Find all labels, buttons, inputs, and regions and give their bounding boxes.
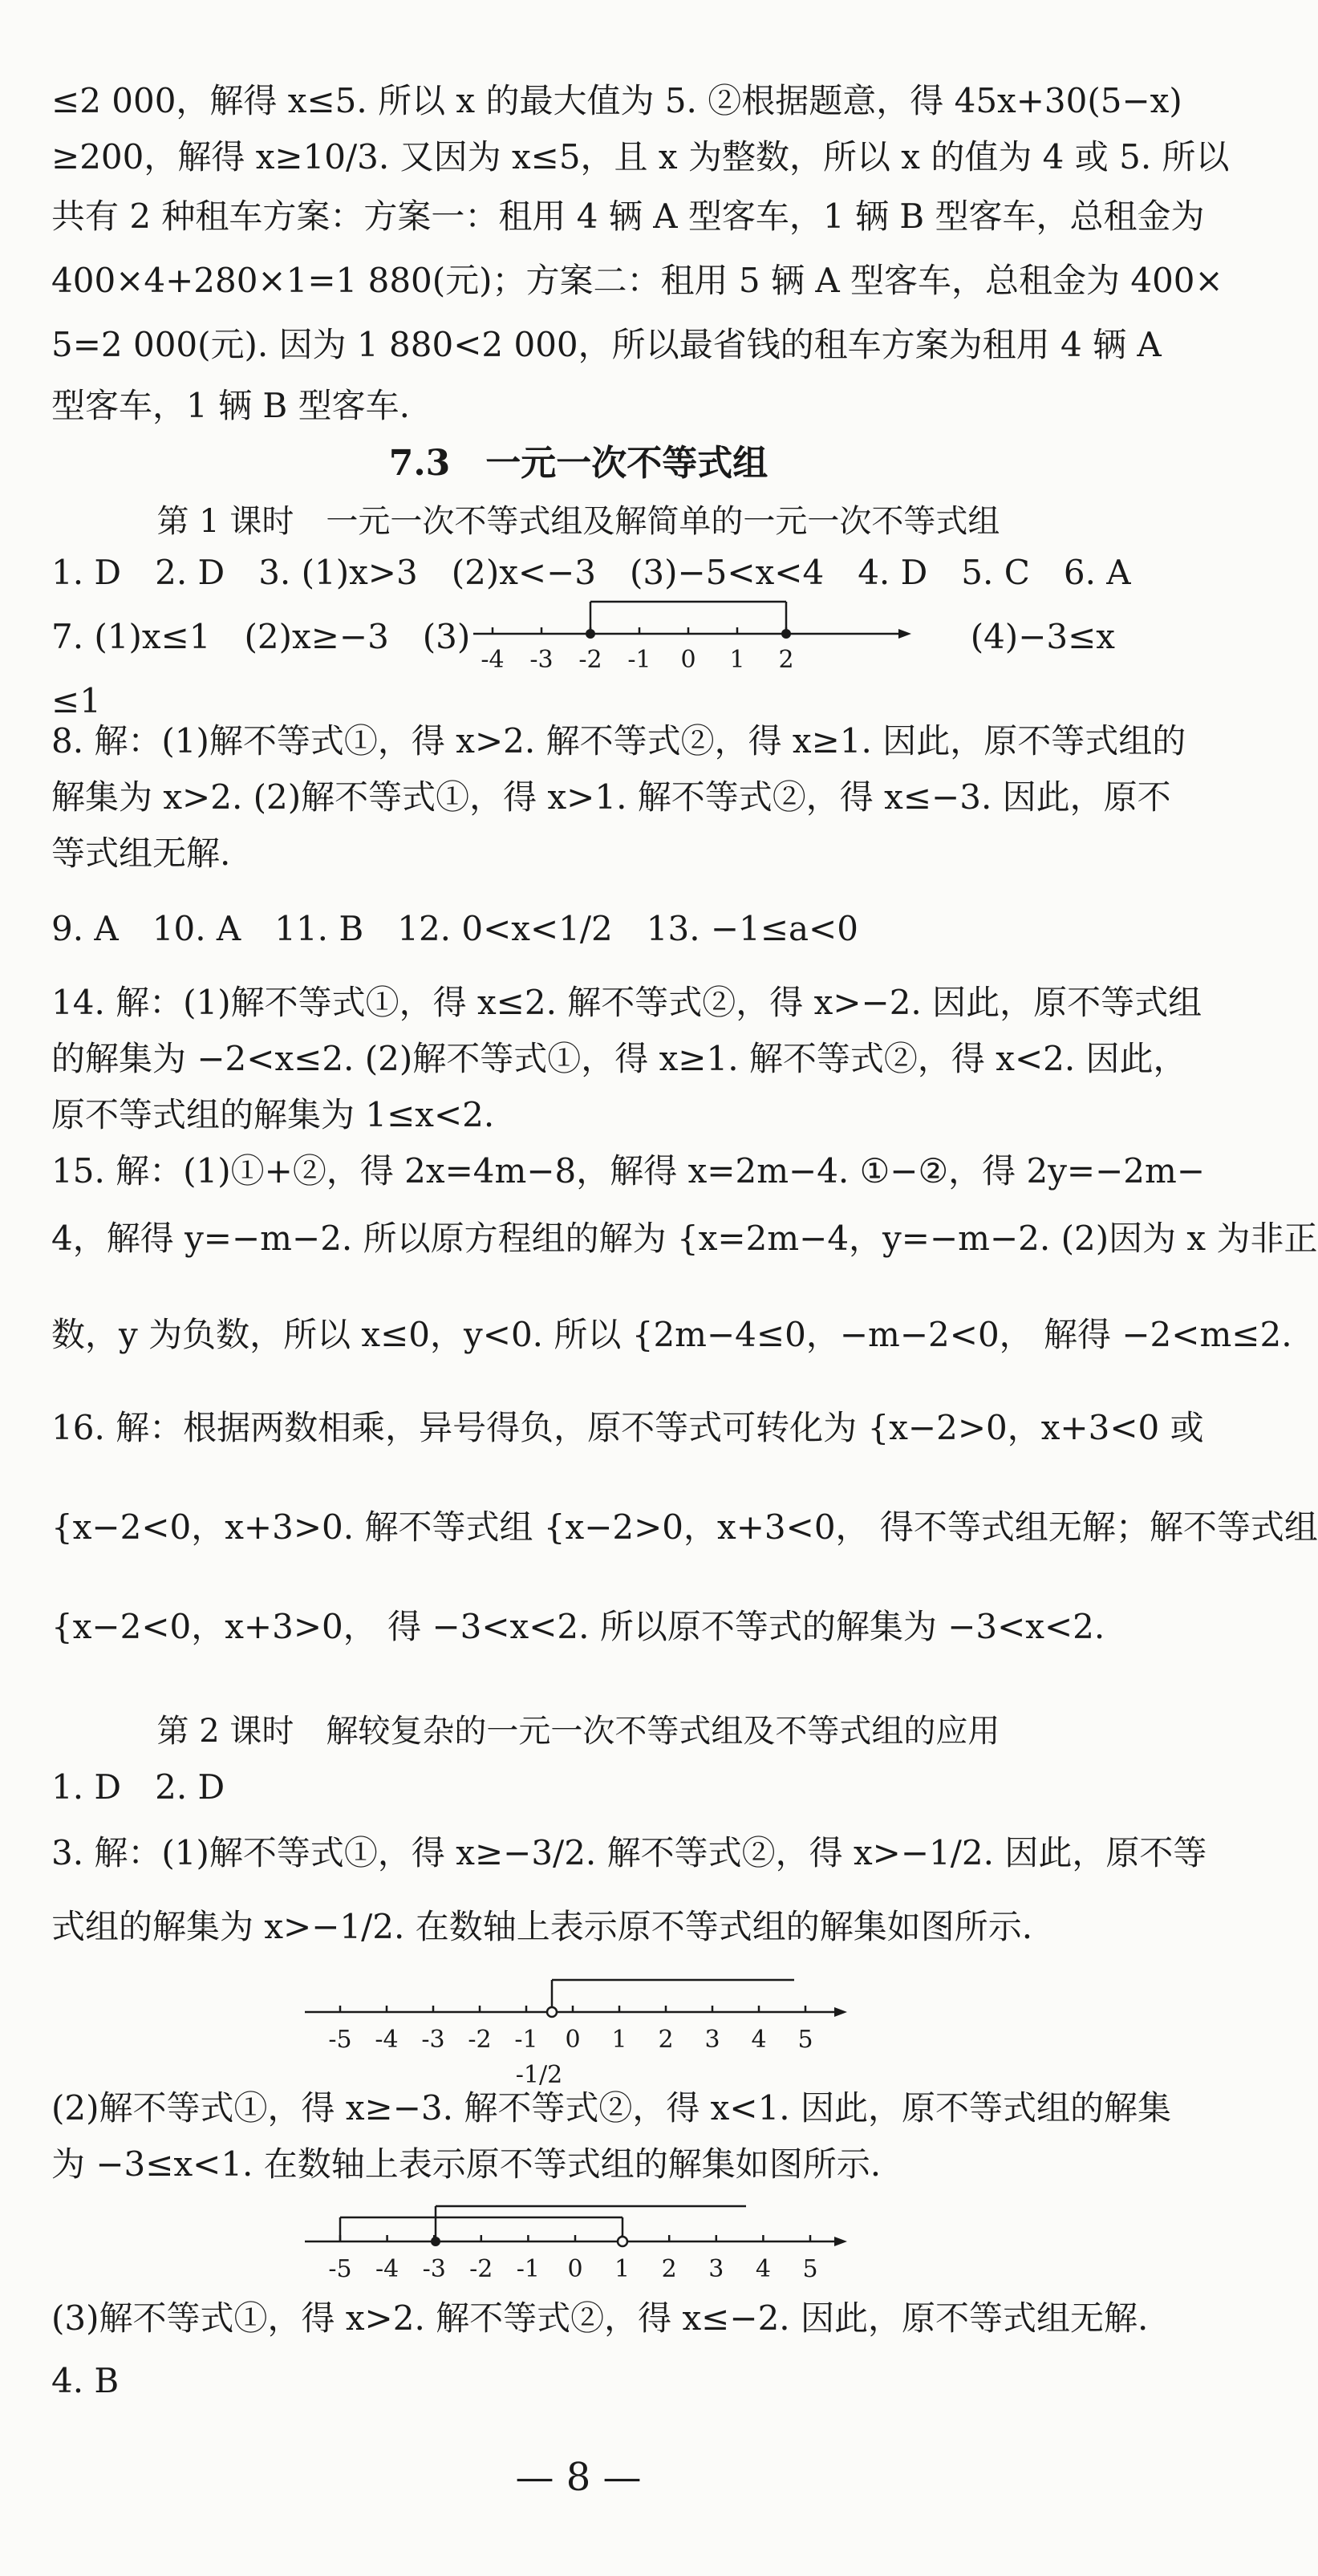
open-dot	[547, 2007, 557, 2017]
tick-label: -5	[328, 2255, 352, 2283]
text-line: 型客车，1 辆 B 型客车.	[51, 386, 410, 425]
tick-label: 4	[755, 2255, 771, 2283]
answer-line: 解集为 x>2. (2)解不等式①，得 x>1. 解不等式②，得 x≤−3. 因此，原不	[51, 777, 1171, 817]
tick-label: 2	[658, 2026, 674, 2054]
answer-line: 的解集为 −2<x≤2. (2)解不等式①，得 x≥1. 解不等式②，得 x<2. 因此，	[51, 1039, 1187, 1078]
tick-label: -3	[529, 646, 554, 674]
answer-line: (4)−3≤x	[970, 617, 1115, 656]
tick-label: -4	[375, 2026, 399, 2054]
answer-line: 为 −3≤x<1. 在数轴上表示原不等式组的解集如图所示.	[51, 2144, 882, 2184]
tick-label: -1	[514, 2026, 538, 2054]
answer-line: 4. B	[51, 2361, 120, 2400]
text-line: 共有 2 种租车方案：方案一：租用 4 辆 A 型客车，1 辆 B 型客车，总租金为	[51, 197, 1205, 236]
tick-label: -1	[516, 2255, 541, 2283]
answer-line: (2)解不等式①，得 x≥−3. 解不等式②，得 x<1. 因此，原不等式组的解集	[51, 2088, 1171, 2128]
solid-dot	[781, 629, 791, 639]
tick-label: 2	[661, 2255, 677, 2283]
answer-line: {x−2<0，x+3>0. 解不等式组 {x−2>0，x+3<0， 得不等式组无解；解不等式组	[51, 1507, 1318, 1547]
answer-line: 式组的解集为 x>−1/2. 在数轴上表示原不等式组的解集如图所示.	[51, 1907, 1033, 1946]
solid-dot	[431, 2237, 440, 2246]
tick-label: 1	[611, 2026, 627, 2054]
number-line-q3-2	[297, 2200, 858, 2288]
answer-line: 等式组无解.	[51, 834, 231, 873]
tick-label: -5	[328, 2026, 352, 2054]
tick-label: 3	[704, 2026, 720, 2054]
tick-label: -4	[481, 646, 505, 674]
tick-label: -1	[627, 646, 651, 674]
answer-line: 7. (1)x≤1 (2)x≥−3 (3)	[51, 617, 471, 656]
answer-line: (3)解不等式①，得 x>2. 解不等式②，得 x≤−2. 因此，原不等式组无解.	[51, 2298, 1149, 2338]
text-line: 5=2 000(元). 因为 1 880<2 000，所以最省钱的租车方案为租用 4 辆 A	[51, 325, 1162, 364]
tick-label: 0	[565, 2026, 581, 2054]
number-line-q3-1	[297, 1970, 858, 2091]
lesson-title: 第 1 课时 一元一次不等式组及解简单的一元一次不等式组	[156, 503, 1000, 540]
tick-label: 2	[778, 646, 794, 674]
tick-label: 1	[614, 2255, 631, 2283]
tick-label: -2	[468, 2026, 492, 2054]
open-dot	[618, 2237, 627, 2246]
answer-line: ≤1	[51, 681, 101, 720]
tick-label: 1	[729, 646, 745, 674]
page-number: — 8 —	[515, 2455, 642, 2500]
text-line: ≤2 000，解得 x≤5. 所以 x 的最大值为 5. ②根据题意，得 45x+30(5−x)	[51, 81, 1182, 120]
tick-label: 4	[751, 2026, 767, 2054]
tick-label: 5	[802, 2255, 818, 2283]
tick-label: -2	[469, 2255, 493, 2283]
answer-line: 原不等式组的解集为 1≤x<2.	[51, 1095, 495, 1134]
text-line: ≥200，解得 x≥10/3. 又因为 x≤5，且 x 为整数，所以 x 的值为 4 或 5. 所以	[51, 137, 1230, 176]
nl2-neg-half-label: -1/2	[515, 2061, 563, 2089]
solid-dot	[586, 629, 595, 639]
tick-label: -3	[422, 2255, 446, 2283]
answer-line: 16. 解：根据两数相乘，异号得负，原不等式可转化为 {x−2>0，x+3<0 或	[51, 1408, 1204, 1447]
answer-line: 1. D 2. D 3. (1)x>3 (2)x<−3 (3)−5<x<4 4. D 5. C 6. A	[51, 553, 1131, 592]
tick-label: 3	[708, 2255, 724, 2283]
section-title: 7.3 一元一次不等式组	[388, 443, 768, 484]
tick-label: -4	[375, 2255, 399, 2283]
tick-label: 0	[567, 2255, 583, 2283]
answer-line: 14. 解：(1)解不等式①，得 x≤2. 解不等式②，得 x>−2. 因此，原不等式组	[51, 983, 1202, 1022]
number-line-q7	[465, 594, 914, 682]
lesson-title: 第 2 课时 解较复杂的一元一次不等式组及不等式组的应用	[156, 1713, 1000, 1750]
answer-line: 1. D 2. D	[51, 1767, 225, 1807]
text-line: 400×4+280×1=1 880(元)；方案二：租用 5 辆 A 型客车，总租金为 400×	[51, 261, 1223, 300]
answer-line: {x−2<0，x+3>0， 得 −3<x<2. 所以原不等式的解集为 −3<x<2.	[51, 1607, 1105, 1646]
answer-line: 3. 解：(1)解不等式①，得 x≥−3/2. 解不等式②，得 x>−1/2. 因此，原不等	[51, 1833, 1207, 1872]
tick-label: 0	[680, 646, 696, 674]
answer-line: 15. 解：(1)①+②，得 2x=4m−8，解得 x=2m−4. ①−②，得 2y=−2m−	[51, 1151, 1206, 1191]
answer-line: 8. 解：(1)解不等式①，得 x>2. 解不等式②，得 x≥1. 因此，原不等式组的	[51, 721, 1186, 761]
tick-label: 5	[797, 2026, 813, 2054]
answer-line: 数，y 为负数，所以 x≤0，y<0. 所以 {2m−4≤0，−m−2<0， 解得 −2<m≤2.	[51, 1315, 1292, 1354]
tick-label: -2	[578, 646, 602, 674]
answer-line: 9. A 10. A 11. B 12. 0<x<1/2 13. −1≤a<0	[51, 909, 858, 948]
answer-line: 4，解得 y=−m−2. 所以原方程组的解为 {x=2m−4，y=−m−2. (2)因为 x 为非正	[51, 1219, 1318, 1258]
tick-label: -3	[421, 2026, 445, 2054]
